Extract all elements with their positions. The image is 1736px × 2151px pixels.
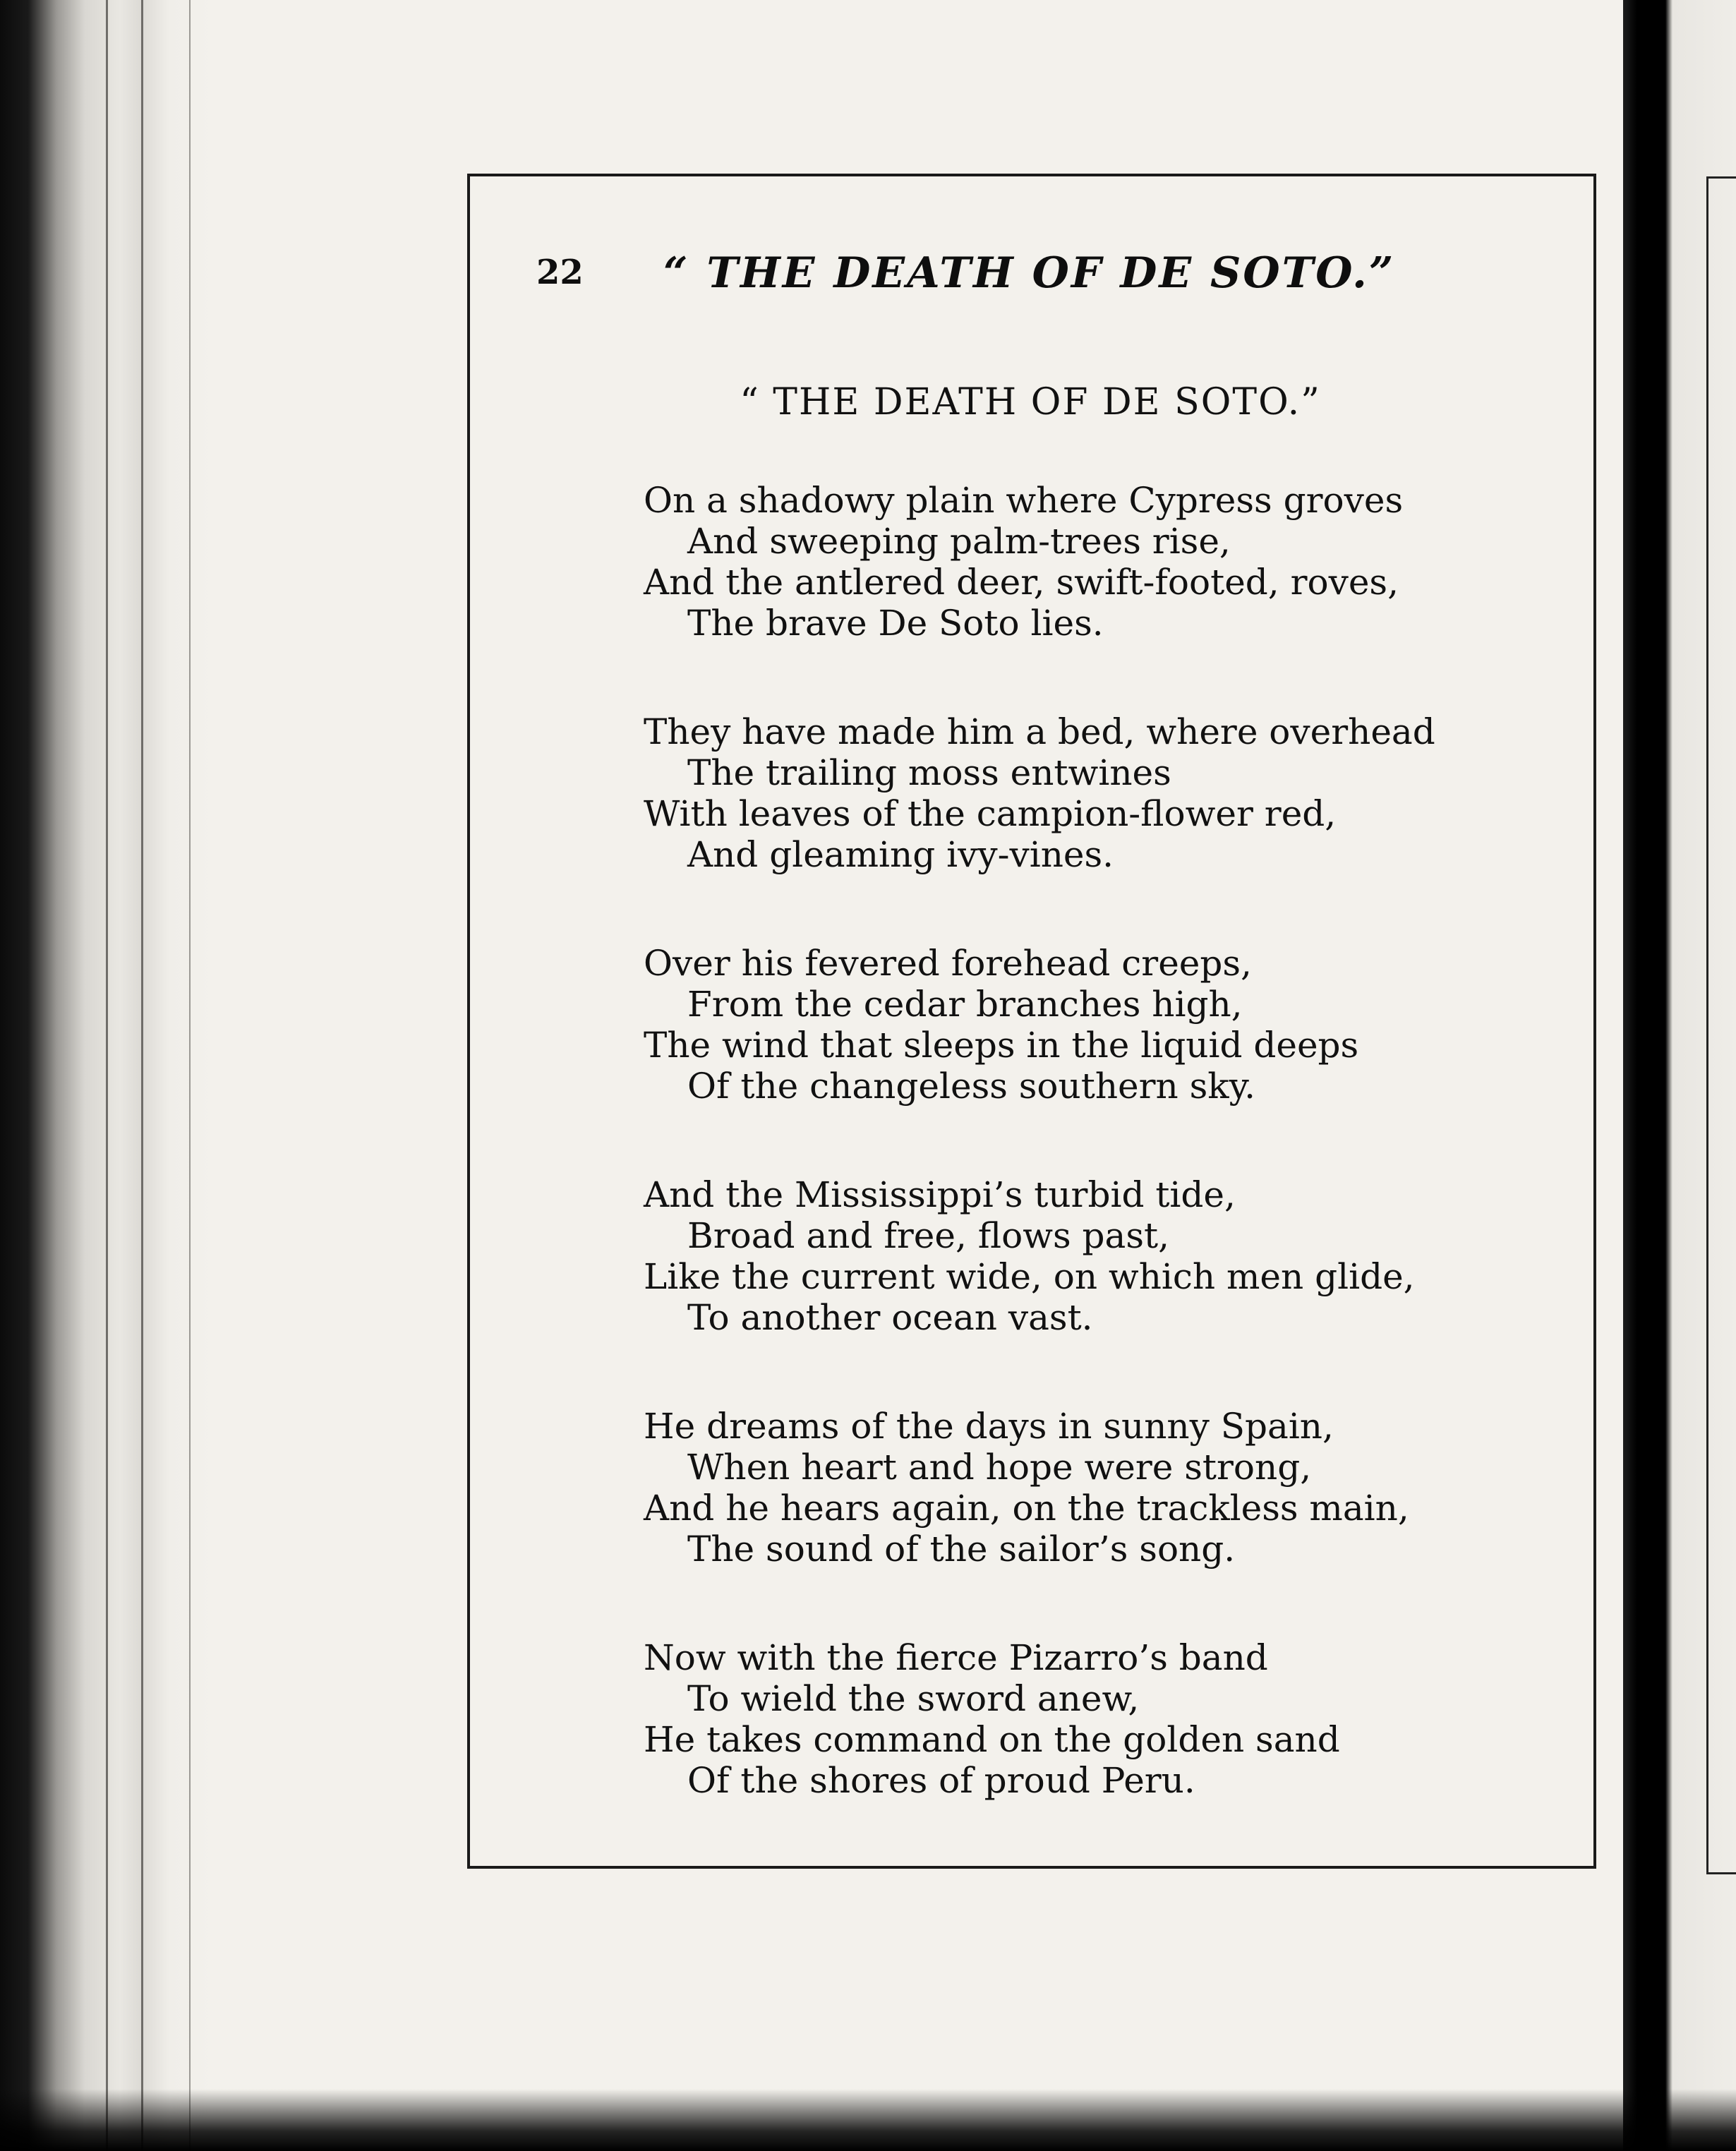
page-number: 22 (536, 253, 584, 292)
poem-line: Like the current wide, on which men glide, (644, 1256, 1415, 1297)
binding-line (106, 0, 108, 2151)
binding-line (189, 0, 191, 2151)
stanza (644, 1174, 1519, 1338)
poem-line: The brave De Soto lies. (687, 603, 1104, 644)
poem-line: Broad and free, flows past, (687, 1215, 1170, 1256)
poem-line: And he hears again, on the trackless main, (644, 1488, 1409, 1529)
book-binding-edge (0, 0, 212, 2151)
poem-line: They have made him a bed, where overhead (644, 711, 1435, 752)
poem-line: Now with the fierce Pizarro’s band (644, 1637, 1268, 1678)
running-title: “ THE DEATH OF DE SOTO.” (663, 248, 1396, 298)
poem-line: When heart and hope were strong, (687, 1447, 1312, 1488)
poem-line: And the antlered deer, swift-footed, roves, (644, 562, 1399, 603)
poem-line: Of the changeless southern sky. (687, 1066, 1256, 1107)
stanza (644, 1637, 1519, 1801)
poem-line: And gleaming ivy-vines. (687, 834, 1114, 875)
poem-line: The trailing moss entwines (687, 752, 1171, 793)
poem-line: On a shadowy plain where Cypress groves (644, 480, 1404, 521)
poem-line: He takes command on the golden sand (644, 1719, 1340, 1760)
poem-line: To wield the sword anew, (687, 1678, 1140, 1719)
poem-line: The sound of the sailor’s song. (687, 1529, 1236, 1569)
poem-line: To another ocean vast. (687, 1297, 1093, 1338)
poem-line: Of the shores of proud Peru. (687, 1760, 1195, 1801)
facing-page-frame-edge (1706, 176, 1736, 1874)
poem-line: He dreams of the days in sunny Spain, (644, 1406, 1334, 1447)
poem-line: With leaves of the campion-flower red, (644, 793, 1337, 834)
poem-title: “ THE DEATH OF DE SOTO.” (740, 381, 1321, 423)
poem-line: And sweeping palm-trees rise, (687, 521, 1231, 562)
poem-line: From the cedar branches high, (687, 984, 1243, 1025)
poem-line: The wind that sleeps in the liquid deeps (644, 1025, 1359, 1066)
stanza (644, 480, 1519, 644)
binding-line (141, 0, 143, 2151)
running-head (536, 248, 1440, 298)
stanza (644, 943, 1519, 1107)
poem-line: And the Mississippi’s turbid tide, (644, 1174, 1236, 1215)
stanza (644, 1406, 1519, 1569)
stanza (644, 711, 1519, 875)
poem-line: Over his fevered forehead creeps, (644, 943, 1252, 984)
bottom-shadow (0, 2089, 1736, 2151)
